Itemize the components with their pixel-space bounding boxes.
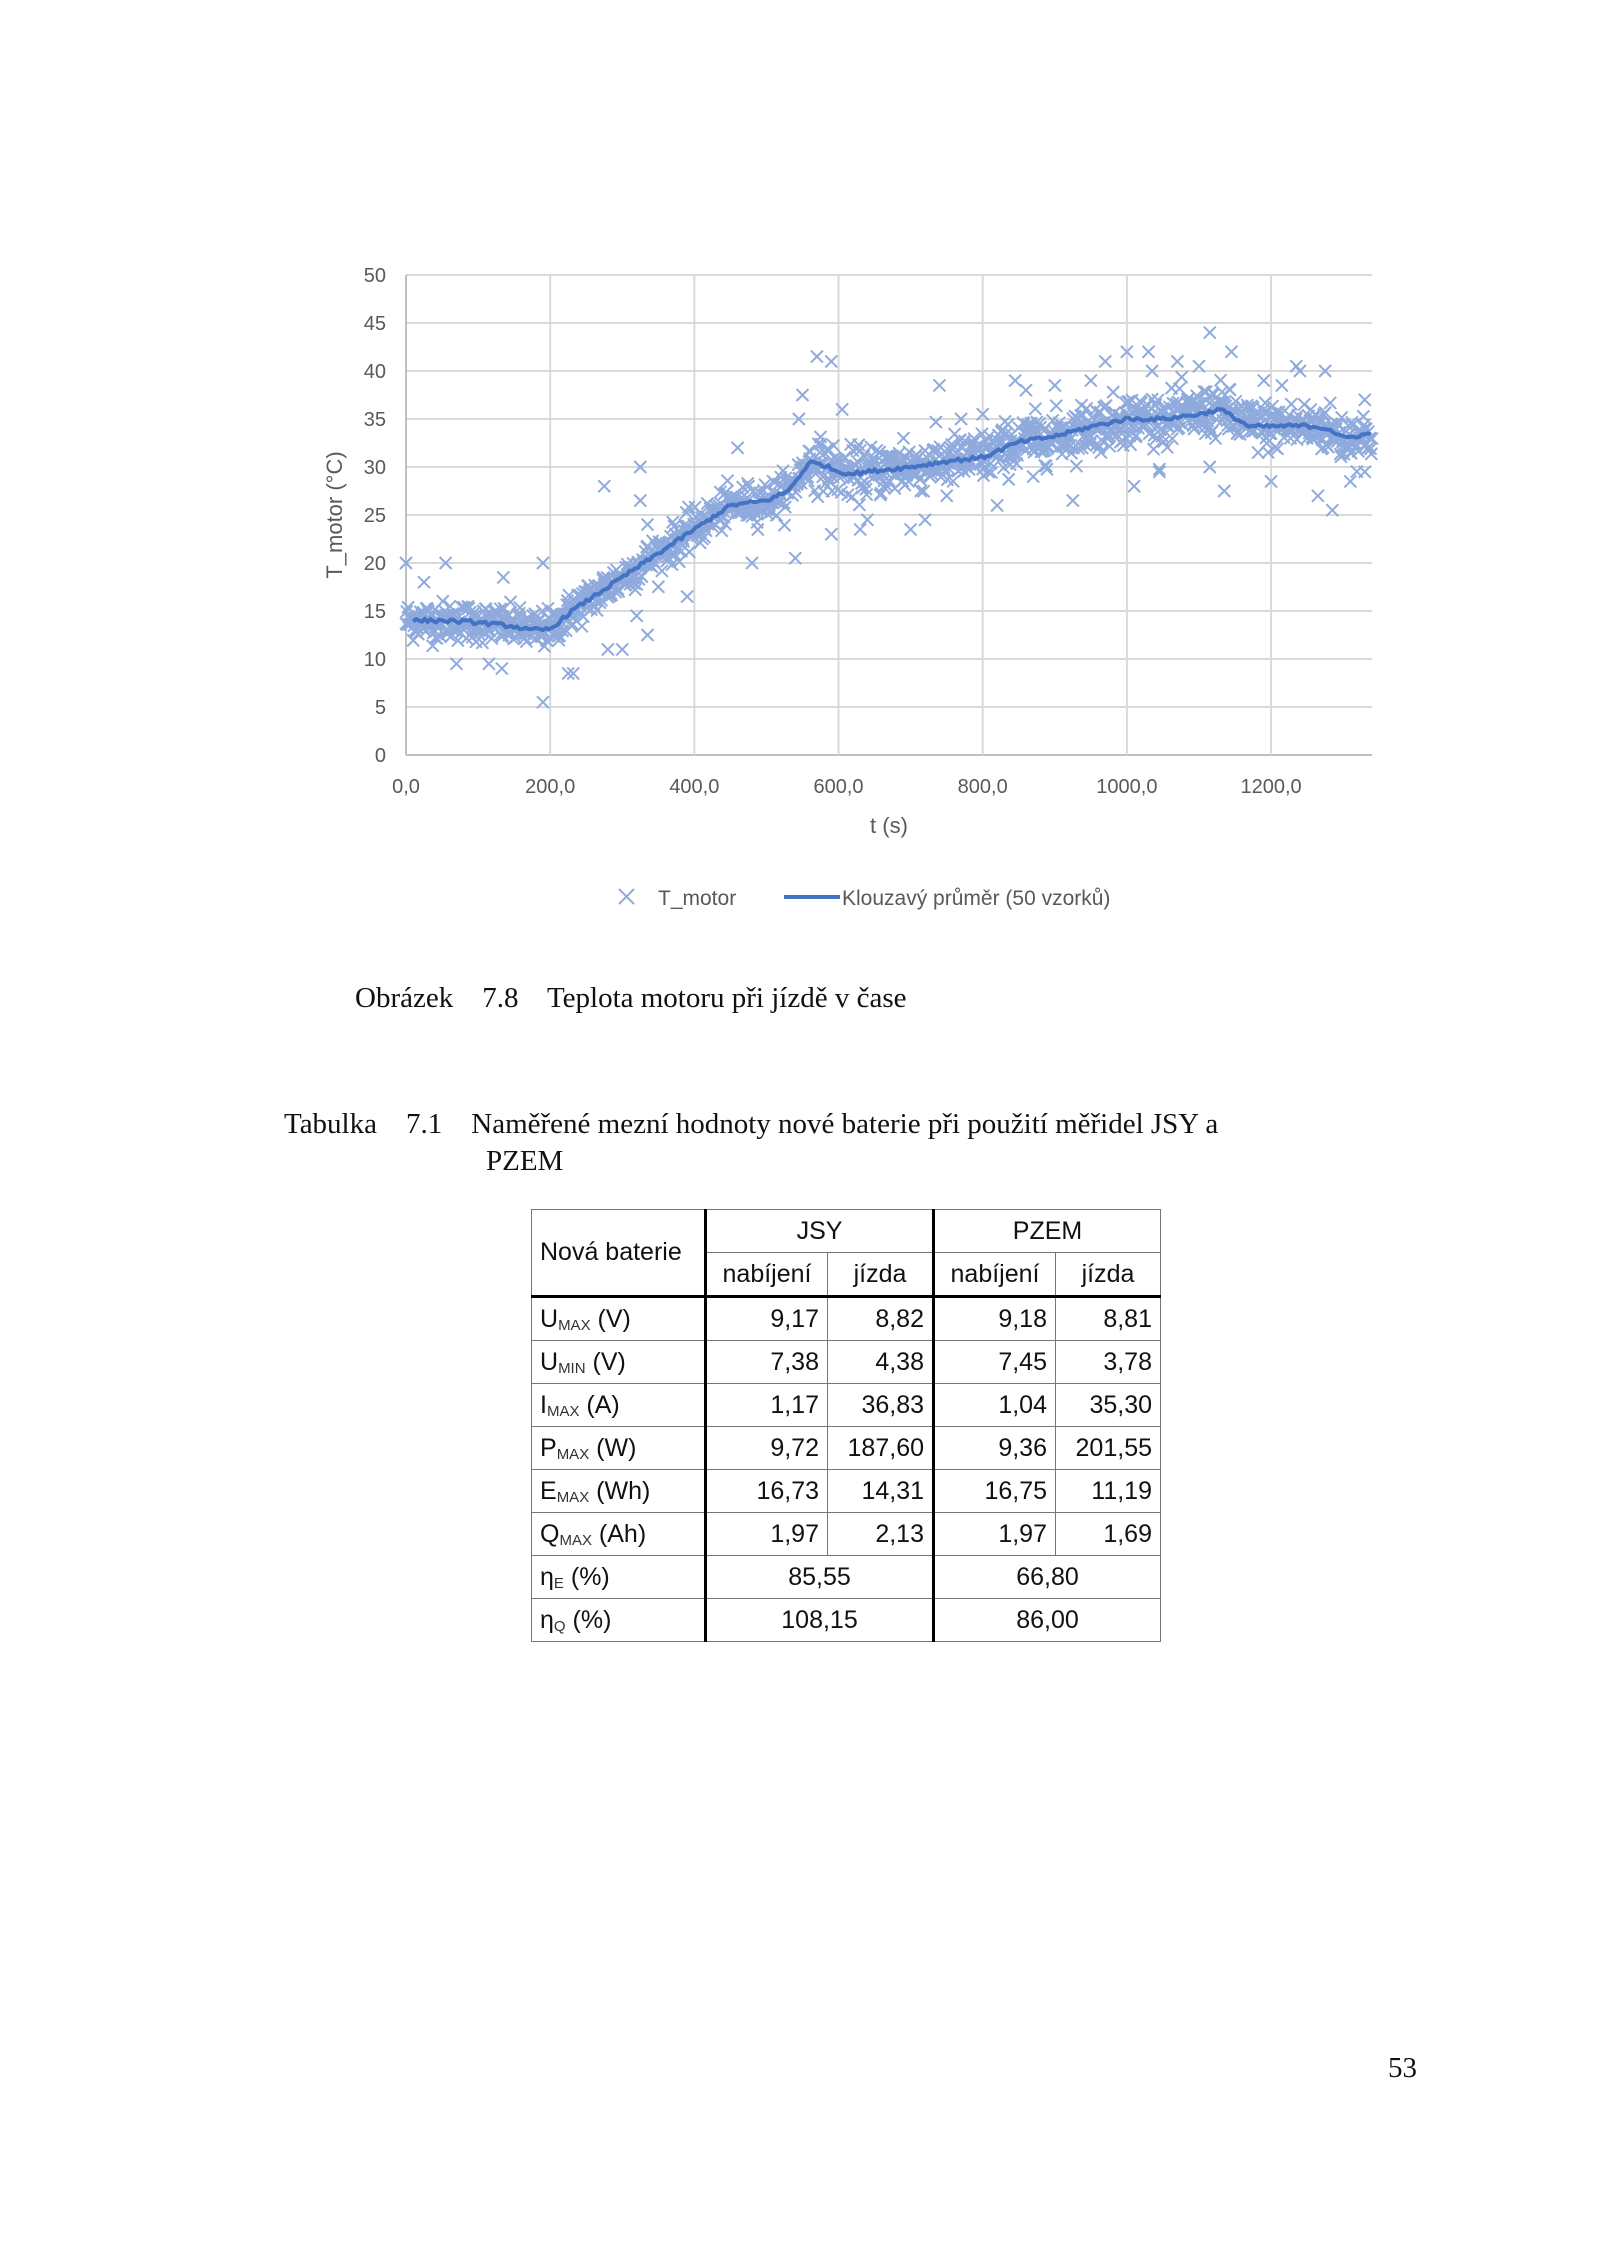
table-caption-text-line1: Naměřené mezní hodnoty nové baterie při použití měřidel JSY a [471,1108,1219,1140]
row-label [532,1341,706,1384]
x-tick-label: 200,0 [525,776,576,798]
scatter-point [437,595,449,607]
table-cell: 9,17 [706,1297,828,1341]
row-subscript: MAX [556,1445,590,1463]
scatter-point [1049,379,1061,391]
scatter-point [854,523,866,535]
scatter-point [1027,471,1039,483]
battery-table [531,1209,1161,1642]
row-symbol: η [540,1562,554,1591]
scatter-point [1285,398,1297,410]
row-symbol: U [540,1304,559,1333]
figure-caption-number: 7.8 [482,982,519,1014]
table-cell: 1,69 [1056,1513,1161,1556]
y-tick-label: 20 [363,553,386,575]
scatter-point [1312,490,1324,502]
scatter-point [1204,327,1216,339]
row-label [532,1513,706,1556]
row-symbol: η [540,1605,554,1634]
subheader: nabíjení [934,1253,1056,1297]
scatter-point [1258,375,1270,387]
table-cell: 66,80 [934,1556,1161,1599]
table-row [532,1513,1161,1556]
scatter-point [1128,480,1140,492]
row-unit: (V) [597,1304,631,1333]
table-row [532,1427,1161,1470]
row-label [532,1556,706,1599]
scatter-point [1218,485,1230,497]
scatter-point [602,643,614,655]
scatter-point [1020,384,1032,396]
row-unit: (%) [570,1562,610,1591]
scatter-point [1067,495,1079,507]
scatter-point [1002,418,1014,430]
scatter-point [1003,473,1015,485]
table-cell: 16,73 [706,1470,828,1513]
scatter-point [1276,379,1288,391]
scatter-point [634,495,646,507]
row-label [532,1599,706,1642]
y-axis-title: T_motor (°C) [322,451,347,579]
row-symbol: Q [540,1519,560,1548]
line-series-moving-average [413,409,1370,630]
row-symbol: P [540,1433,557,1462]
table-cell: 9,36 [934,1427,1056,1470]
page-number: 53 [1388,2052,1417,2084]
table-cell: 1,97 [934,1513,1056,1556]
x-tick-label: 800,0 [957,776,1008,798]
scatter-point [811,351,823,363]
table-cell: 4,38 [828,1341,934,1384]
x-tick-label: 1200,0 [1240,776,1302,798]
scatter-point [1225,346,1237,358]
row-subscript: MAX [559,1531,592,1549]
row-unit: (%) [572,1605,612,1634]
figure-caption-label: Obrázek [355,982,454,1014]
table-cell: 86,00 [934,1599,1161,1642]
figure-caption-text: Teplota motoru při jízdě v čase [546,982,907,1014]
row-symbol: I [540,1390,547,1419]
table-cell: 8,81 [1056,1297,1161,1341]
scatter-point [853,499,865,511]
x-tick-label: 0,0 [392,776,420,798]
legend-label-moving-average: Klouzavý průměr (50 vzorků) [842,887,1111,910]
y-tick-label: 0 [374,745,386,767]
row-symbol: U [540,1347,559,1376]
table-row-efficiency [532,1599,1161,1642]
row-subscript: MAX [546,1402,580,1420]
scatter-point [796,389,808,401]
row-subscript: MAX [558,1316,591,1334]
x-tick-label: 600,0 [813,776,864,798]
table-cell: 35,30 [1056,1384,1161,1427]
table-corner: Nová baterie [532,1210,706,1297]
scatter-point [1107,386,1119,398]
legend [619,887,1110,910]
scatter-point [616,643,628,655]
scatter-point [825,528,837,540]
subheader: jízda [1056,1253,1161,1297]
table-cell: 16,75 [934,1470,1056,1513]
group-header-pzem: PZEM [934,1210,1161,1253]
table-caption [284,1108,1218,1141]
scatter-point [1143,346,1155,358]
scatter-series-t-motor [400,327,1378,709]
table-cell: 1,17 [706,1384,828,1427]
table-row-efficiency [532,1556,1161,1599]
row-subscript: MIN [558,1359,586,1377]
x-tick-label: 1000,0 [1096,776,1158,798]
scatter-point [897,432,909,444]
figure-caption [355,982,907,1015]
x-axis-title: t (s) [870,813,908,838]
table-row [532,1384,1161,1427]
scatter-point [732,442,744,454]
scatter-point [1153,463,1165,475]
scatter-point [1009,375,1021,387]
table-cell: 1,04 [934,1384,1056,1427]
table-caption-number: 7.1 [406,1108,443,1140]
x-tick-label: 400,0 [669,776,720,798]
table-cell: 108,15 [706,1599,934,1642]
table-row [532,1470,1161,1513]
scatter-point [497,571,509,583]
table-caption-line2: PZEM [486,1145,564,1177]
table-cell: 187,60 [828,1427,934,1470]
y-tick-label: 30 [363,457,386,479]
table-cell: 3,78 [1056,1341,1161,1384]
table-row [532,1297,1161,1341]
y-tick-label: 40 [363,361,386,383]
table-caption-label: Tabulka [284,1108,377,1140]
scatter-point [825,355,837,367]
scatter-point [722,475,734,487]
scatter-point [941,490,953,502]
scatter-point [1050,400,1062,412]
scatter-point [1029,403,1041,415]
table-cell: 8,82 [828,1297,934,1341]
table-cell: 11,19 [1056,1470,1161,1513]
scatter-point [598,480,610,492]
table-cell: 201,55 [1056,1427,1161,1470]
scatter-point [642,519,654,531]
scatter-point [418,576,430,588]
scatter-point [752,524,764,536]
y-tick-label: 10 [363,649,386,671]
row-symbol: E [540,1476,557,1505]
row-label [532,1470,706,1513]
scatter-point [930,416,942,428]
table-header-row [532,1210,1161,1253]
y-tick-label: 35 [363,409,386,431]
row-unit: (Ah) [598,1519,647,1548]
row-subscript: MAX [556,1488,590,1506]
row-subscript: E [553,1574,564,1592]
table-row [532,1341,1161,1384]
scatter-point [1298,398,1310,410]
group-header-jsy: JSY [706,1210,934,1253]
y-tick-label: 5 [374,697,386,719]
moving-average-line [413,409,1370,630]
scatter-point [1085,375,1097,387]
scatter-point [1099,355,1111,367]
scatter-point [778,519,790,531]
scatter-point [991,499,1003,511]
table-cell: 85,55 [706,1556,934,1599]
table-cell: 9,18 [934,1297,1056,1341]
legend-label-t-motor: T_motor [658,887,737,910]
row-label [532,1297,706,1341]
table-cell: 7,45 [934,1341,1056,1384]
table-cell: 14,31 [828,1470,934,1513]
temperature-chart [0,0,1600,960]
scatter-point [1344,475,1356,487]
table-cell: 1,97 [706,1513,828,1556]
scatter-point [905,523,917,535]
y-tick-label: 45 [363,313,386,335]
subheader: nabíjení [706,1253,828,1297]
scatter-point [1148,443,1160,455]
row-unit: (W) [596,1433,637,1462]
scatter-point [652,581,664,593]
row-unit: (V) [592,1347,626,1376]
y-tick-label: 50 [363,265,386,287]
scatter-point [1176,371,1188,383]
scatter-point [933,379,945,391]
table-cell: 2,13 [828,1513,934,1556]
scatter-point [1171,355,1183,367]
table-cell: 7,38 [706,1341,828,1384]
row-unit: (A) [586,1390,620,1419]
y-tick-label: 25 [363,505,386,527]
row-label [532,1384,706,1427]
table-cell: 9,72 [706,1427,828,1470]
row-label [532,1427,706,1470]
y-tick-label: 15 [363,601,386,623]
table-cell: 36,83 [828,1384,934,1427]
legend-marker-x-icon [619,889,634,904]
row-unit: (Wh) [596,1476,651,1505]
scatter-point [496,663,508,675]
row-subscript: Q [553,1617,566,1635]
scatter-point [681,591,693,603]
scatter-point [1359,394,1371,406]
subheader: jízda [828,1253,934,1297]
scatter-point [642,629,654,641]
scatter-point [1262,446,1274,458]
scatter-point [1224,384,1236,396]
